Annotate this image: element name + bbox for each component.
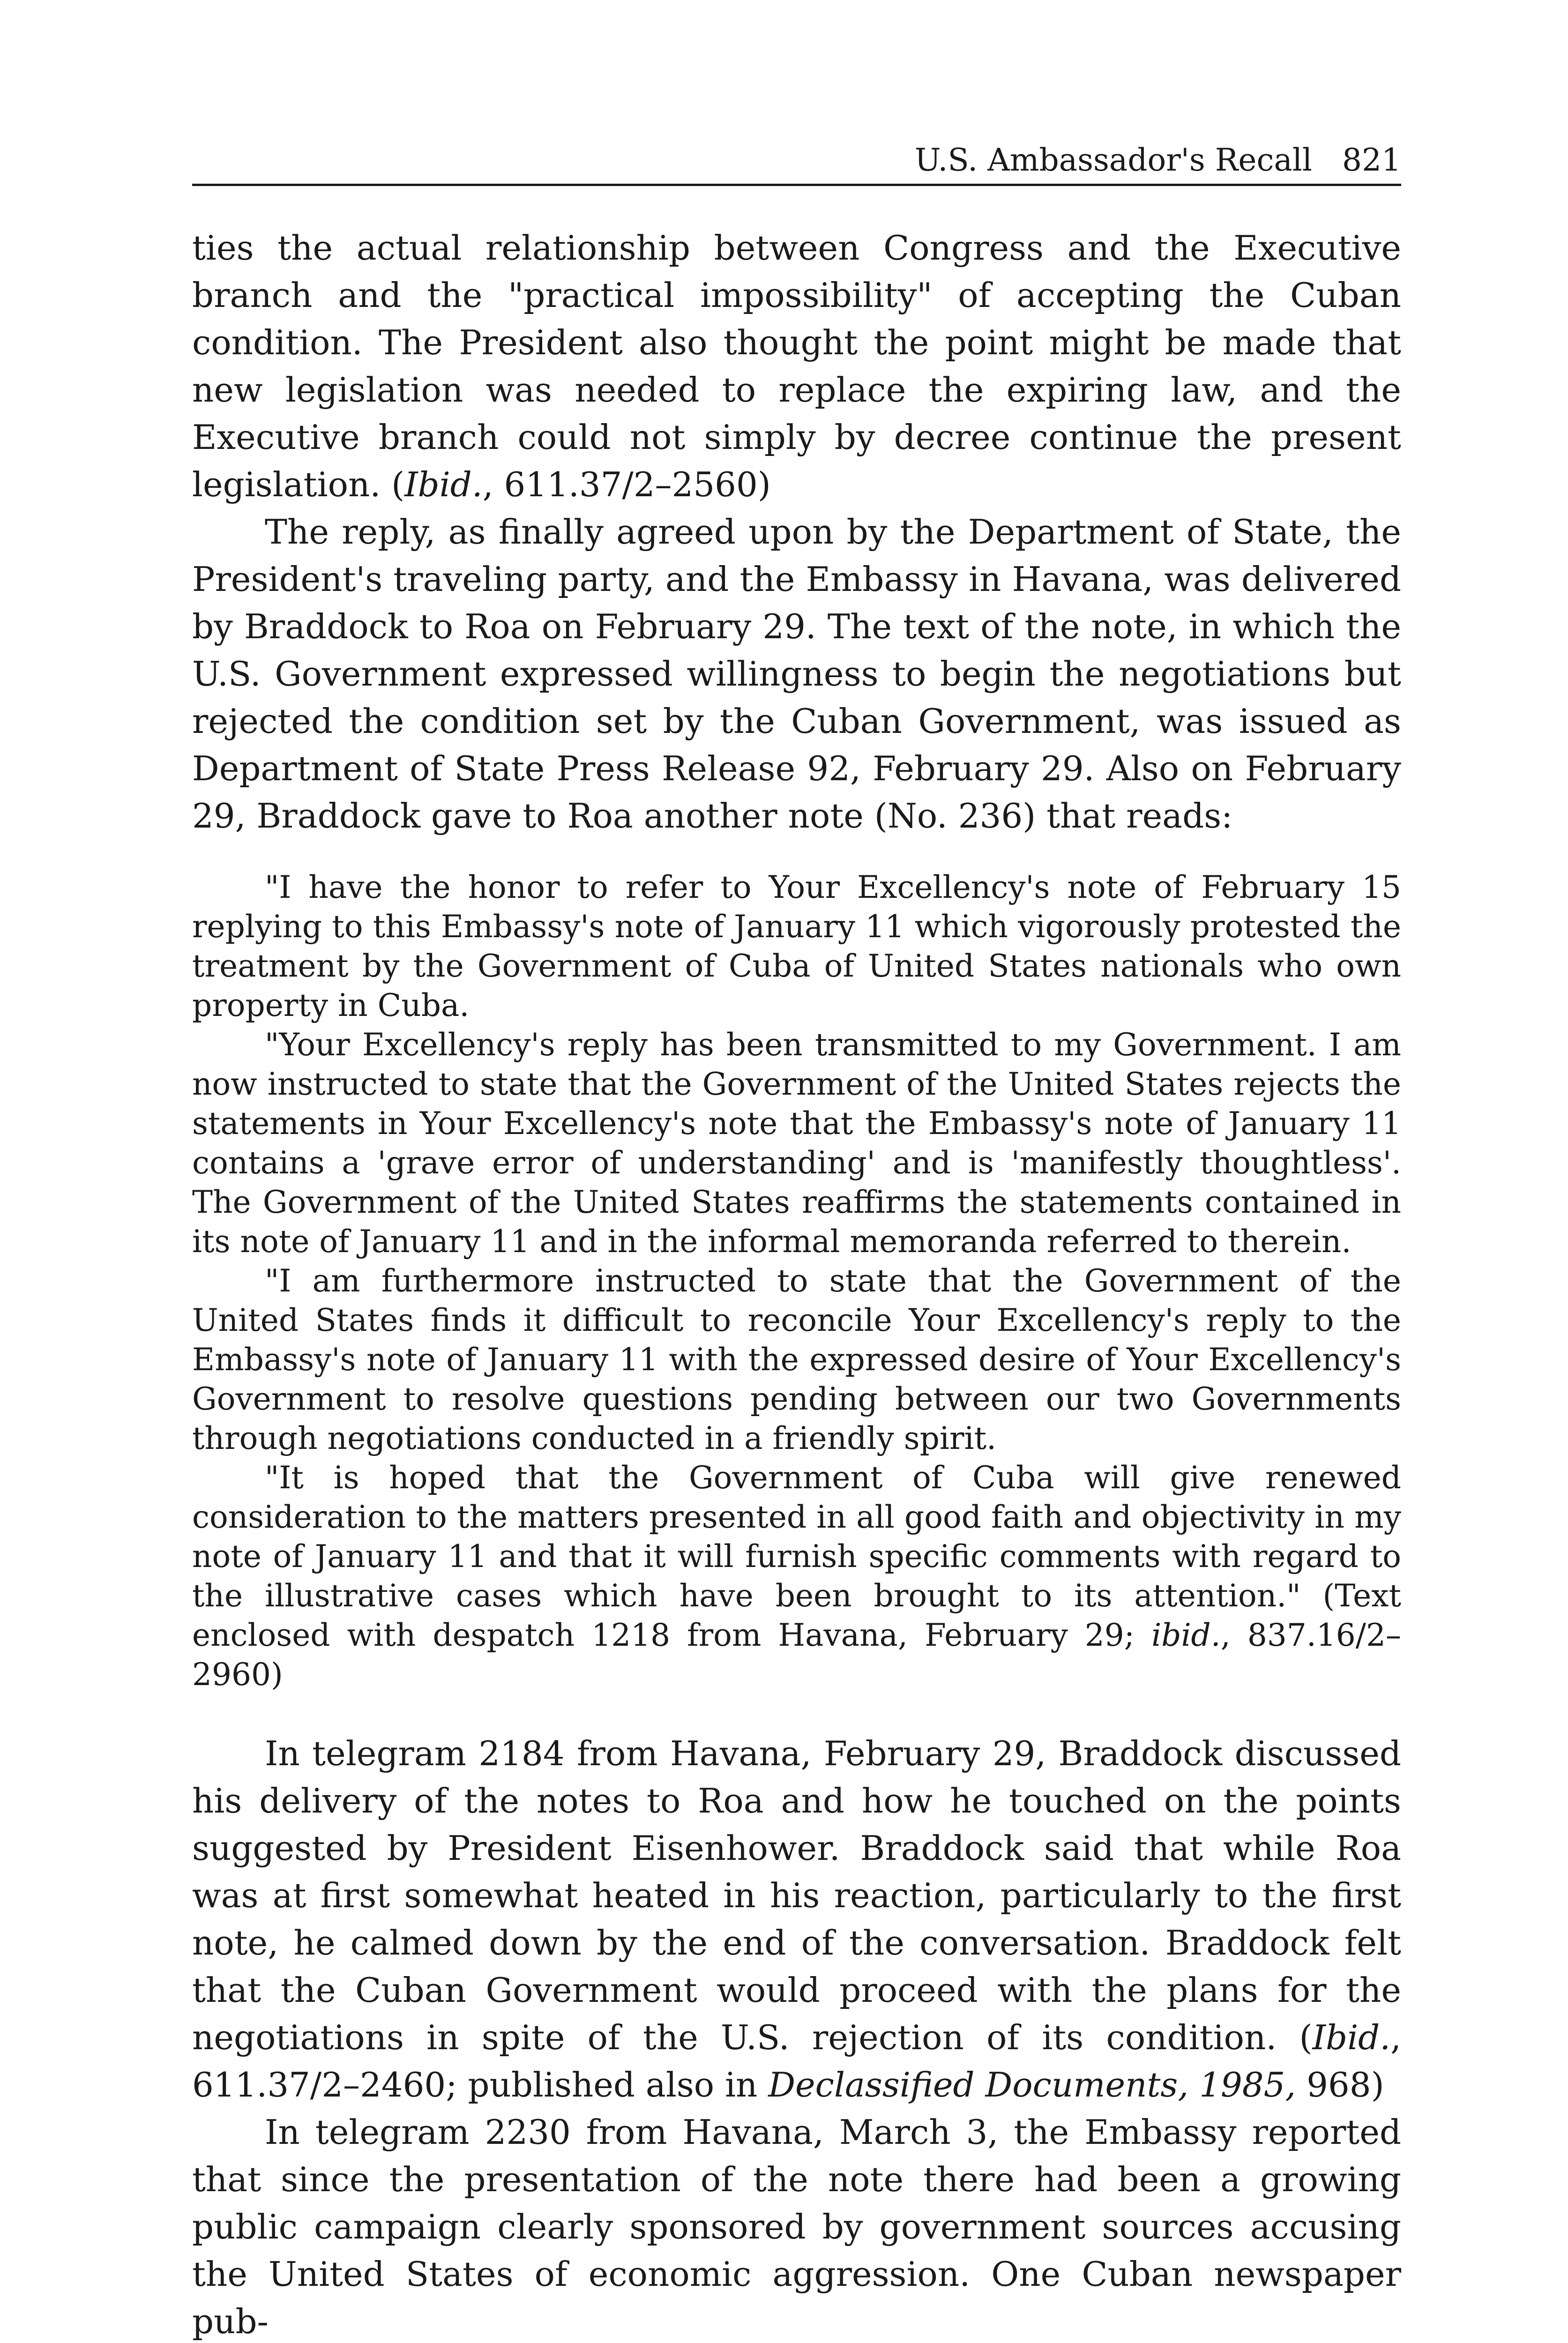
- citation-ibid: Ibid.: [1312, 2018, 1391, 2057]
- paragraph-text: In telegram 2184 from Havana, February 29, Braddock discussed his delivery of the notes to Roa and how he touched on the points suggested by President Eisenhower. Braddock said that while Roa was at first somewhat heated in his reaction, particularly to the first note, he calmed down by the end of the conversation. Braddock felt that the Cuban Government would proceed with the plans for the negotiations in spite of the U.S. rejection of its condition. (: [192, 1734, 1401, 2057]
- block-quote: [192, 868, 1401, 1694]
- running-head: [192, 141, 1401, 186]
- citation-publication: Declassified Documents, 1985,: [768, 2065, 1296, 2104]
- quote-paragraph: "Your Excellency's reply has been transmitted to my Government. I am now instructed to state that the Government of the United States rejects the statements in Your Excellency's note that the Embassy's note of January 11 contains a 'grave error of understanding' and is 'manifestly thoughtless'. The Government of the United States reaffirms the statements contained in its note of January 11 and in the informal memoranda referred to therein.: [192, 1027, 1401, 1260]
- citation-reference: , 611.37/2–2460; published also in: [192, 2018, 1401, 2104]
- quote-text: "It is hoped that the Government of Cuba will give renewed consideration to the matters presented in all good faith and objectivity in my note of January 11 and that it will furnish specific comments with regard to the illustrative cases which have been brought to its attention." (Text enclosed with despatch 1218 from Havana, February 29;: [192, 1460, 1401, 1653]
- paragraph-text: In telegram 2230 from Havana, March 3, the Embassy reported that since the presentation of the note there had been a growing public campaign clearly sponsored by government sources accusing the United States of economic aggression. One Cuban newspaper pub-: [192, 2112, 1401, 2341]
- quote-paragraph: "I am furthermore instructed to state that the Government of the United States finds it difficult to reconcile Your Excellency's reply to the Embassy's note of January 11 with the expressed desire of Your Excellency's Government to resolve questions pending between our two Governments through negotiations conducted in a friendly spirit.: [192, 1263, 1401, 1456]
- citation-reference: , 837.16/2–2960): [192, 1617, 1402, 1693]
- paragraph-text: ties the actual relationship between Congress and the Executive branch and the "practical impossibility" of accepting the Cuban condition. The President also thought the point might be made that new legislation was needed to replace the expiring law, and the Executive branch could not simply by decree continue the present legislation.: [192, 228, 1401, 504]
- page-number: 821: [1342, 142, 1401, 178]
- body-text: [192, 224, 1401, 2343]
- citation-ibid: Ibid.: [404, 465, 483, 504]
- paragraph-text: The reply, as finally agreed upon by the Department of State, the President's traveling party, and the Embassy in Havana, was delivered by Braddock to Roa on February 29. The text of the note, in which the U.S. Government expressed willingness to begin the negotiations but rejected the condition set by the Cuban Government, was issued as Department of State Press Release 92, February 29. Also on February 29, Braddock gave to Roa another note (No. 236) that reads:: [192, 512, 1401, 836]
- citation-open: (: [391, 465, 405, 504]
- paragraph: [192, 2109, 1401, 2343]
- paragraph: [192, 508, 1401, 840]
- citation-reference: , 611.37/2–2560): [482, 465, 771, 504]
- paragraph-continued: [192, 224, 1401, 508]
- paragraph: [192, 1730, 1401, 2109]
- quote-paragraph: "I have the honor to refer to Your Excellency's note of February 15 replying to this Embassy's note of January 11 which vigorously protested the treatment by the Government of Cuba of United States nationals who own property in Cuba.: [192, 869, 1401, 1023]
- citation-page: 968): [1296, 2065, 1384, 2104]
- quote-paragraph: [192, 1458, 1401, 1694]
- running-head-title: U.S. Ambassador's Recall: [914, 142, 1313, 178]
- document-page: [192, 141, 1401, 2343]
- citation-ibid: ibid.: [1151, 1617, 1221, 1653]
